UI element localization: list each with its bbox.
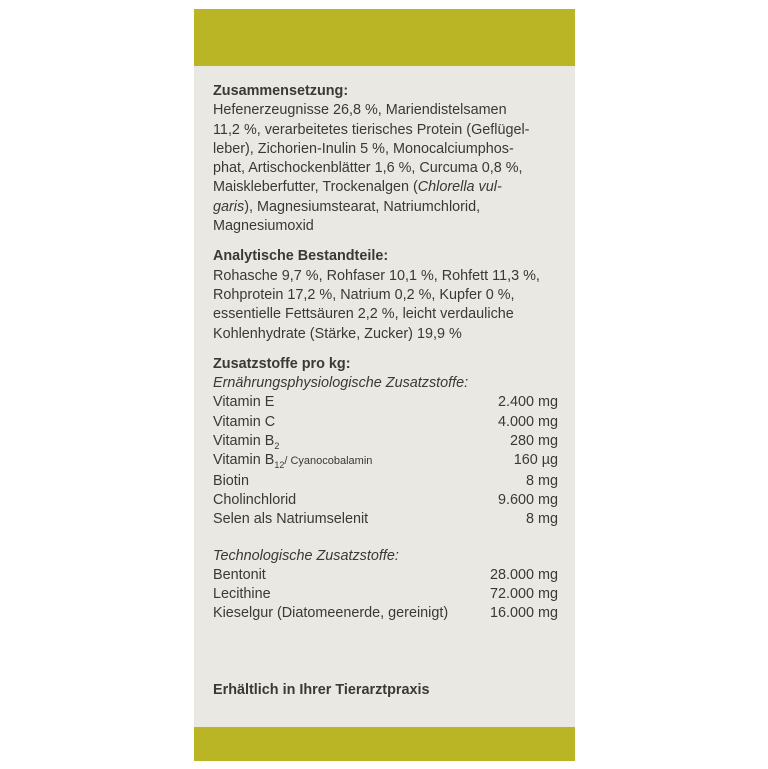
label-content (213, 82, 558, 635)
composition-text (213, 101, 558, 236)
composition-line: Hefenerzeugnisse 26,8 %, Mariendistelsamen (213, 102, 507, 119)
technological-table (213, 566, 558, 624)
additive-value: 8 mg (526, 472, 558, 489)
additive-name: Vitamin E (213, 394, 275, 411)
additive-row (213, 491, 558, 510)
additive-row (213, 413, 558, 432)
additive-value: 4.000 mg (497, 413, 558, 430)
additive-name: Vitamin B (213, 433, 275, 450)
additive-value: 2.400 mg (497, 394, 558, 411)
additive-row (213, 432, 558, 451)
analytical-heading: Analytische Bestandteile: (213, 248, 389, 265)
composition-line: Maiskleberfutter, Trockenalgen ( (213, 179, 418, 196)
additive-row (213, 566, 558, 585)
composition-heading: Zusammensetzung: (213, 83, 349, 99)
additive-name-wrap (213, 432, 279, 451)
additive-name: Cholinchlorid (213, 491, 297, 508)
spacer (213, 530, 558, 547)
additive-row (213, 510, 558, 529)
subscript: 12 (274, 460, 285, 471)
analytical-section (213, 247, 558, 343)
analytical-line: Kohlenhydrate (Stärke, Zucker) 19,9 % (213, 325, 462, 342)
additives-section (213, 355, 558, 624)
additive-name: Vitamin C (213, 413, 276, 430)
additives-heading: Zusatzstoffe pro kg: (213, 355, 351, 372)
composition-line: Magnesiumoxid (213, 218, 314, 235)
additive-name: Selen als Natriumselenit (213, 511, 369, 528)
additive-name: Biotin (213, 472, 249, 489)
nutritional-table (213, 393, 558, 529)
additive-value: 9.600 mg (497, 491, 558, 508)
additive-row (213, 604, 558, 623)
composition-section (213, 82, 558, 236)
analytical-text (213, 267, 558, 344)
composition-italic: garis (213, 198, 245, 215)
additive-row (213, 585, 558, 604)
composition-italic: Chlorella vul- (417, 179, 502, 196)
bottom-color-band (194, 727, 575, 761)
composition-line: leber), Zichorien-Inulin 5 %, Monocalciumphos- (213, 140, 514, 157)
technological-subheading: Technologische Zusatzstoffe: (213, 547, 399, 564)
additive-name: Bentonit (213, 566, 266, 583)
additive-row (213, 393, 558, 412)
additive-value: 28.000 mg (489, 566, 558, 583)
top-color-band (194, 9, 575, 66)
analytical-line: Rohprotein 17,2 %, Natrium 0,2 %, Kupfer 0 %, (213, 286, 515, 303)
analytical-line: essentielle Fettsäuren 2,2 %, leicht verdauliche (213, 306, 514, 323)
additive-row (213, 451, 558, 471)
composition-line: ), Magnesiumstearat, Natriumchlorid, (244, 198, 481, 215)
availability-note: Erhältlich in Ihrer Tierarztpraxis (213, 682, 430, 698)
subscript: 2 (274, 440, 280, 451)
additive-value: 72.000 mg (489, 586, 558, 603)
composition-line: 11,2 %, verarbeitetes tierisches Protein (Geflügel- (213, 121, 530, 138)
nutritional-subheading: Ernährungsphysiologische Zusatzstoffe: (213, 375, 469, 392)
additive-value: 16.000 mg (489, 605, 558, 622)
additive-name: Lecithine (213, 586, 271, 603)
additive-name: Kieselgur (Diatomeenerde, gereinigt) (213, 605, 449, 622)
additive-row (213, 472, 558, 491)
additive-value: 160 µg (513, 452, 558, 469)
analytical-line: Rohasche 9,7 %, Rohfaser 10,1 %, Rohfett 11,3 %, (213, 267, 540, 284)
additive-name: Vitamin B (213, 452, 275, 469)
additive-name-suffix: / Cyanocobalamin (284, 455, 373, 468)
composition-line: phat, Artischockenblätter 1,6 %, Curcuma 0,8 %, (213, 160, 523, 177)
additive-name-wrap (213, 451, 372, 471)
product-label-panel (194, 9, 575, 761)
additive-value: 8 mg (526, 511, 558, 528)
additive-value: 280 mg (510, 433, 558, 450)
